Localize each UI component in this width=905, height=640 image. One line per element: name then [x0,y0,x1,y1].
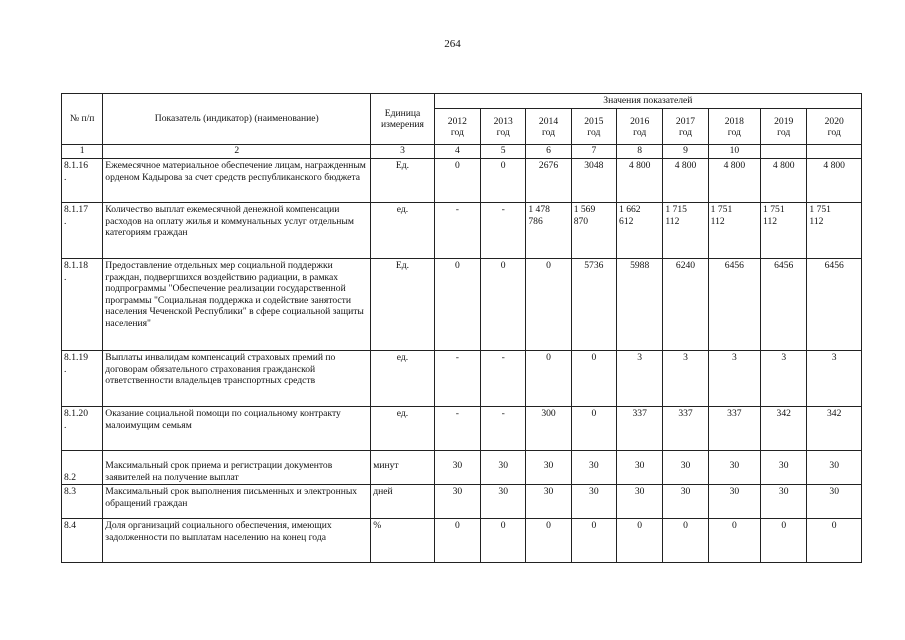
header-year-label: 2016 [630,115,650,127]
value-cell-2018: 3 [708,351,760,407]
header-year-2012 [434,109,480,145]
unit-cell: минут [371,451,434,485]
value-cell-2015: 0 [571,519,616,563]
indicator-name: Доля организаций социального обеспечения, имеющих задолженности по выплатам населению на конец года [103,519,371,563]
header-year-2017 [663,109,708,145]
value-cell-2020: 0 [807,519,862,563]
row-number: 8.1.16 . [62,159,103,203]
value-cell-2013: - [481,203,526,259]
table-row [62,259,862,351]
value-cell-2019: 6456 [761,259,807,351]
value-cell-2016: 4 800 [617,159,663,203]
header-year-suffix: год [727,126,741,138]
row-number: 8.2 [62,451,103,485]
value-cell-2016: 30 [617,485,663,519]
value-cell-2013: - [481,407,526,451]
header-year-suffix: год [678,126,693,138]
value-cell-2016: 3 [617,351,663,407]
value-cell-2018: 30 [708,451,760,485]
table-row [62,451,862,485]
table-row [62,407,862,451]
value-cell-2019: 342 [761,407,807,451]
value-cell-2018: 30 [708,485,760,519]
value-cell-2019: 3 [761,351,807,407]
column-number-cell [761,145,807,159]
value-cell-2014: 0 [526,259,571,351]
header-year-2014 [526,109,571,145]
column-number-cell: 5 [481,145,526,159]
value-cell-2015: 30 [571,485,616,519]
unit-cell: ед. [371,351,434,407]
column-number-cell: 1 [62,145,103,159]
value-cell-2015: 0 [571,407,616,451]
value-cell-2013: 0 [481,159,526,203]
value-cell-2012: 0 [434,259,480,351]
value-cell-2016: 0 [617,519,663,563]
header-year-suffix: год [450,126,464,138]
column-number-cell: 4 [434,145,480,159]
value-cell-2016: 1 662 612 [617,203,663,259]
value-cell-2019: 0 [761,519,807,563]
value-cell-2020: 30 [807,451,862,485]
column-number-cell: 7 [571,145,616,159]
row-number: 8.1.19 . [62,351,103,407]
table-row [62,485,862,519]
header-year-2015 [571,109,616,145]
value-cell-2014: 1 478 786 [526,203,571,259]
value-cell-2013: 30 [481,451,526,485]
value-cell-2014: 30 [526,485,571,519]
value-cell-2014: 0 [526,351,571,407]
indicators-table [61,93,862,563]
header-year-2013 [481,109,526,145]
value-cell-2020: 4 800 [807,159,862,203]
header-year-suffix: год [541,126,556,138]
value-cell-2017: 30 [663,451,708,485]
header-unit: Единица измерения [371,94,434,145]
unit-cell: Ед. [371,159,434,203]
value-cell-2012: 0 [434,519,480,563]
header-year-label: 2017 [675,115,696,127]
row-number: 8.3 [62,485,103,519]
value-cell-2016: 337 [617,407,663,451]
indicator-name: Оказание социальной помощи по социальному контракту малоимущим семьям [103,407,371,451]
value-cell-2015: 3048 [571,159,616,203]
indicator-name: Количество выплат ежемесячной денежной компенсации расходов на оплату жилья и коммунальных услуг отдельным категориям граждан [103,203,371,259]
column-number-cell: 6 [526,145,571,159]
value-cell-2016: 30 [617,451,663,485]
value-cell-2018: 6456 [708,259,760,351]
row-number: 8.4 [62,519,103,563]
header-year-suffix: год [827,126,841,138]
value-cell-2017: 3 [663,351,708,407]
value-cell-2019: 4 800 [761,159,807,203]
value-cell-2018: 0 [708,519,760,563]
header-year-suffix: год [496,126,510,138]
header-year-suffix: год [777,126,791,138]
header-year-2020 [807,109,862,145]
indicator-name: Максимальный срок приема и регистрации документов заявителей на получение выплат [103,451,371,485]
header-year-label: 2014 [538,115,559,127]
table-row [62,351,862,407]
header-values-group: Значения показателей [434,94,861,109]
unit-cell: Ед. [371,259,434,351]
table-row [62,519,862,563]
indicator-name: Максимальный срок выполнения письменных и электронных обращений граждан [103,485,371,519]
value-cell-2014: 30 [526,451,571,485]
column-numbers-row [62,145,862,159]
value-cell-2012: - [434,407,480,451]
unit-cell: дней [371,485,434,519]
indicator-name: Выплаты инвалидам компенсаций страховых премий по договорам обязательного страхования гражданской ответственности владельцев транспортных средств [103,351,371,407]
column-number-cell [807,145,862,159]
unit-cell: ед. [371,203,434,259]
value-cell-2017: 337 [663,407,708,451]
value-cell-2014: 2676 [526,159,571,203]
header-year-label: 2019 [774,115,794,127]
value-cell-2014: 300 [526,407,571,451]
column-number-cell: 8 [617,145,663,159]
value-cell-2013: 0 [481,519,526,563]
column-number-cell: 9 [663,145,708,159]
value-cell-2018: 1 751 112 [708,203,760,259]
value-cell-2013: - [481,351,526,407]
value-cell-2016: 5988 [617,259,663,351]
value-cell-2012: 30 [434,485,480,519]
header-year-suffix: год [633,126,647,138]
indicator-name: Ежемесячное материальное обеспечение лицам, награжденным орденом Кадырова за счет средств республиканского бюджета [103,159,371,203]
value-cell-2017: 30 [663,485,708,519]
column-number-cell: 3 [371,145,434,159]
value-cell-2020: 3 [807,351,862,407]
header-num: № п/п [62,94,103,145]
indicator-name: Предоставление отдельных мер социальной поддержки граждан, подвергшихся воздействию радиации, в рамках подпрограммы "Обеспечение реализации государственной программы "Социальная поддержка и содействие занятости населения Чеченской Республики" в сфере социальной защиты населения" [103,259,371,351]
value-cell-2015: 30 [571,451,616,485]
value-cell-2018: 337 [708,407,760,451]
header-year-suffix: год [587,126,601,138]
header-year-2018 [708,109,760,145]
column-number-cell: 10 [708,145,760,159]
header-year-label: 2015 [584,115,604,127]
header-year-label: 2013 [493,115,513,127]
value-cell-2020: 6456 [807,259,862,351]
value-cell-2012: - [434,203,480,259]
header-year-label: 2012 [447,115,467,127]
header-year-2016 [617,109,663,145]
header-year-label: 2020 [824,115,844,127]
value-cell-2013: 30 [481,485,526,519]
value-cell-2012: - [434,351,480,407]
header-year-2019 [761,109,807,145]
unit-cell: % [371,519,434,563]
column-number-cell: 2 [103,145,371,159]
table-row [62,159,862,203]
value-cell-2015: 1 569 870 [571,203,616,259]
row-number: 8.1.20 . [62,407,103,451]
value-cell-2019: 1 751 112 [761,203,807,259]
row-number: 8.1.18 . [62,259,103,351]
table-row [62,203,862,259]
value-cell-2013: 0 [481,259,526,351]
value-cell-2014: 0 [526,519,571,563]
unit-cell: ед. [371,407,434,451]
value-cell-2015: 5736 [571,259,616,351]
value-cell-2020: 30 [807,485,862,519]
page-number: 264 [444,38,461,50]
value-cell-2017: 0 [663,519,708,563]
value-cell-2012: 0 [434,159,480,203]
value-cell-2019: 30 [761,451,807,485]
row-number: 8.1.17 . [62,203,103,259]
header-row [62,94,862,109]
value-cell-2017: 4 800 [663,159,708,203]
header-year-label: 2018 [724,115,744,127]
value-cell-2018: 4 800 [708,159,760,203]
value-cell-2019: 30 [761,485,807,519]
value-cell-2015: 0 [571,351,616,407]
value-cell-2017: 1 715 112 [663,203,708,259]
header-indicator: Показатель (индикатор) (наименование) [103,94,371,145]
value-cell-2020: 342 [807,407,862,451]
value-cell-2017: 6240 [663,259,708,351]
value-cell-2012: 30 [434,451,480,485]
value-cell-2020: 1 751 112 [807,203,862,259]
